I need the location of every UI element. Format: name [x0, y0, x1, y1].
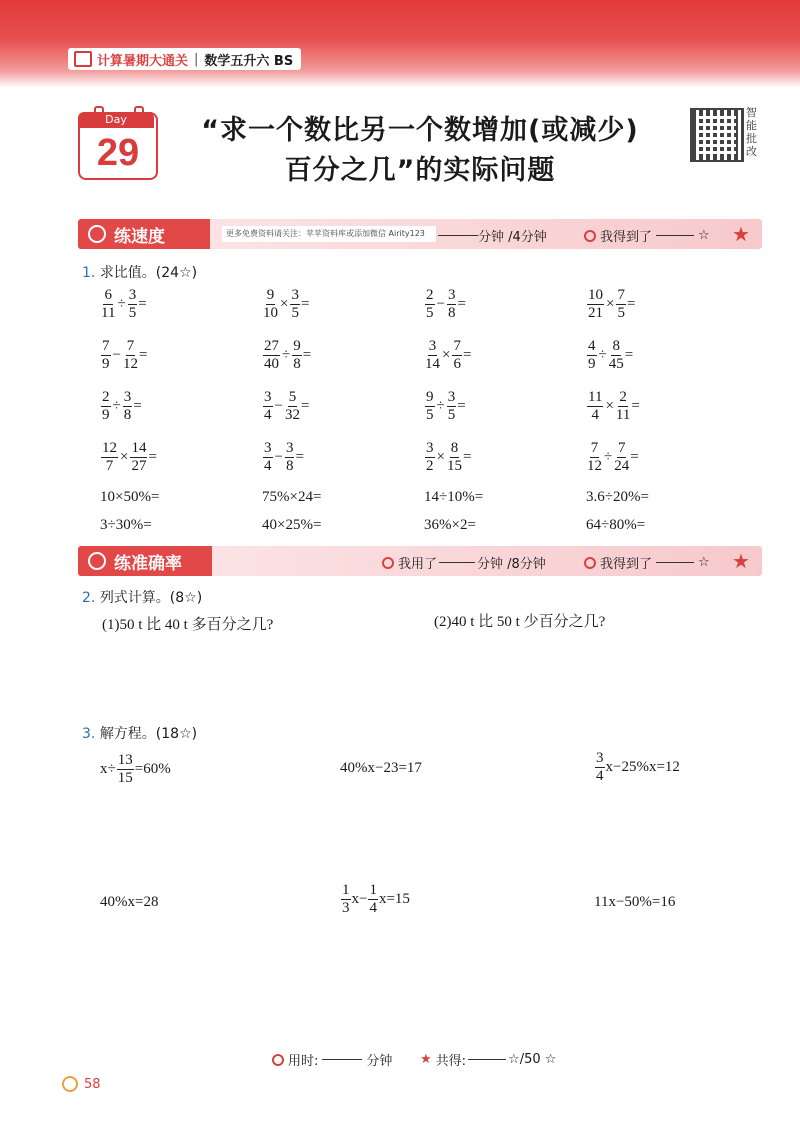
time-blank[interactable] [438, 235, 478, 236]
accuracy-section-heading: 练准确率 [78, 546, 212, 576]
fraction-expression: $\frac{27}{40}$ ÷ $\frac{9}{8}$ = [264, 338, 312, 372]
fraction-expression: $\frac{9}{5}$ ÷ $\frac{3}{5}$ = [426, 389, 466, 423]
page-title-line2: 百分之几”的实际问题 [284, 155, 556, 186]
footer-total: ★ 共得: ☆/50 ☆ [420, 1052, 557, 1069]
equation-3: $\frac{3}{4}$ x−25%x=12 [596, 750, 680, 784]
percent-expression: 36%×2= [424, 517, 476, 533]
speed-score: 我得到了 ☆ [584, 226, 710, 245]
promo-note: 更多免费资料请关注：苹苹资料库或添加微信 Airity123 [222, 226, 436, 242]
check-circle-icon [584, 230, 596, 242]
fraction-expression: $\frac{6}{11}$ ÷ $\frac{3}{5}$ = [101, 287, 147, 321]
percent-expression: 3.6÷20%= [586, 489, 649, 505]
score-blank[interactable] [656, 235, 694, 236]
accuracy-time: 我用了 分钟 /8分钟 [382, 553, 546, 572]
stopwatch-icon [88, 225, 106, 243]
fraction-expression: $\frac{7}{12}$ ÷ $\frac{7}{24}$ = [587, 440, 639, 474]
star-icon: ★ [420, 1052, 432, 1067]
check-circle-icon [584, 557, 596, 569]
fraction-expression: $\frac{7}{9}$ − $\frac{7}{12}$ = [102, 338, 148, 372]
alarm-clock-icon [272, 1054, 284, 1066]
equation-2: 40%x−23=17 [340, 760, 422, 776]
fraction-expression: $\frac{4}{9}$ ÷ $\frac{8}{45}$ = [588, 338, 634, 372]
score-blank[interactable] [656, 562, 694, 563]
fraction-expression: $\frac{9}{10}$ × $\frac{3}{5}$ = [263, 287, 310, 321]
accuracy-score: 我得到了 ☆ [584, 553, 710, 572]
day-badge: Day 29 [78, 112, 158, 180]
speed-time: 分钟 /4分钟 [438, 226, 547, 245]
fraction-expression: $\frac{3}{4}$ − $\frac{3}{8}$ = [264, 440, 304, 474]
fraction-expression: $\frac{10}{21}$ × $\frac{7}{5}$ = [588, 287, 636, 321]
top-banner [0, 0, 800, 88]
fraction-expression: $\frac{12}{7}$ × $\frac{14}{27}$ = [102, 440, 157, 474]
percent-expression: 75%×24= [262, 489, 322, 505]
time-blank[interactable] [322, 1059, 362, 1060]
fraction-expression: $\frac{3}{2}$ × $\frac{8}{15}$ = [426, 440, 472, 474]
page-number: 58 [62, 1076, 101, 1092]
fraction-expression: $\frac{2}{5}$ − $\frac{3}{8}$ = [426, 287, 466, 321]
footer-time: 用时: 分钟 [272, 1050, 392, 1069]
star-badge-icon: ★ [732, 549, 750, 573]
q1-title: 1. 求比值。(24☆) [82, 265, 198, 281]
book-icon [74, 51, 92, 67]
equation-5: $\frac{1}{3}$ x− $\frac{1}{4}$ x=15 [342, 882, 410, 916]
star-badge-icon: ★ [732, 222, 750, 246]
percent-expression: 40×25%= [262, 517, 322, 533]
clock-icon [382, 557, 394, 569]
percent-expression: 14÷10%= [424, 489, 484, 505]
q2-part2: (2)40 t 比 50 t 少百分之几? [434, 614, 606, 630]
equation-4: 40%x=28 [100, 894, 159, 910]
fraction-expression: $\frac{11}{4}$ × $\frac{2}{11}$ = [588, 389, 640, 423]
time-blank[interactable] [439, 562, 475, 563]
q2-title: 2. 列式计算。(8☆) [82, 590, 203, 606]
sun-icon [62, 1076, 78, 1092]
day-number: 29 [96, 132, 140, 174]
series-label: 计算暑期大通关 | 数学五升六 BS [68, 48, 301, 70]
fraction-expression: $\frac{3}{4}$ − $\frac{5}{32}$ = [264, 389, 310, 423]
equation-6: 11x−50%=16 [594, 894, 676, 910]
fraction-expression: $\frac{3}{14}$ × $\frac{7}{6}$ = [425, 338, 472, 372]
percent-expression: 64÷80%= [586, 517, 646, 533]
percent-expression: 10×50%= [100, 489, 160, 505]
fraction-expression: $\frac{2}{9}$ ÷ $\frac{3}{8}$ = [102, 389, 142, 423]
percent-expression: 3÷30%= [100, 517, 152, 533]
q3-title: 3. 解方程。(18☆) [82, 726, 198, 742]
speed-section-heading: 练速度 [78, 219, 210, 249]
target-icon [88, 552, 106, 570]
page-title-line1: “求一个数比另一个数增加(或减少) [201, 115, 639, 146]
qr-caption: 智能批改 [746, 106, 757, 158]
q2-part1: (1)50 t 比 40 t 多百分之几? [102, 617, 274, 633]
equation-1: x÷ $\frac{13}{15}$ =60% [100, 752, 171, 786]
total-blank[interactable] [468, 1059, 506, 1060]
